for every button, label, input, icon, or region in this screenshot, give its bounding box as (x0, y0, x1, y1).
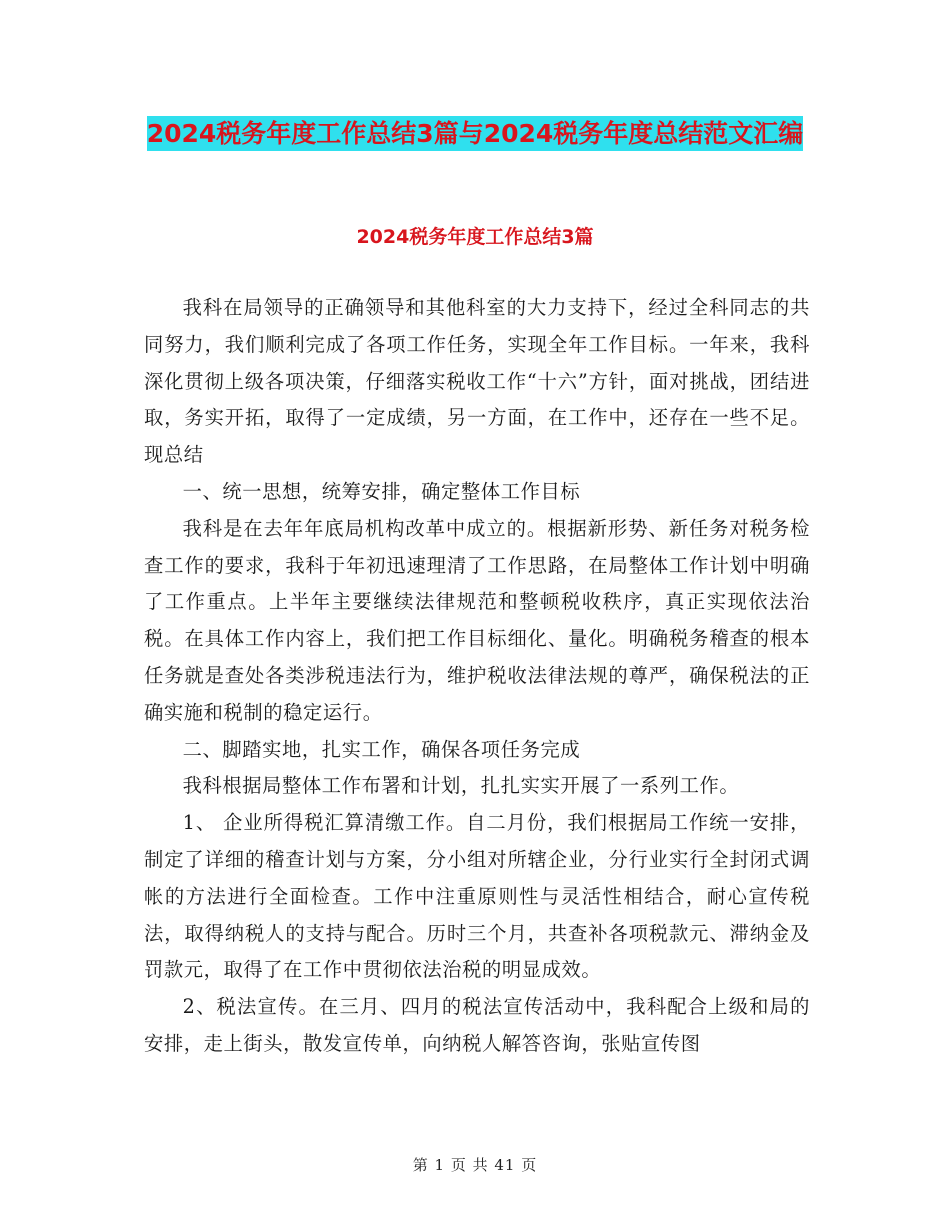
section-heading-1: 一、统一思想，统筹安排，确定整体工作目标 (182, 479, 581, 503)
body-text (144, 290, 810, 1063)
paragraph: 我科根据局整体工作布署和计划，扎扎实实开展了一系列工作。 (182, 774, 740, 798)
section-heading-2: 二、脚踏实地，扎实工作，确保各项任务完成 (182, 737, 581, 761)
title-highlight: 2024税务年度工作总结3篇与2024税务年度总结范文汇编 (147, 116, 804, 151)
list-item: 2、税法宣传。在三月、四月的税法宣传活动中，我科配合上级和局的安排，走上街头，散发宣传单，向纳税人解答咨询，张贴宣传图 (144, 995, 810, 1055)
paragraph: 我科在局领导的正确领导和其他科室的大力支持下，经过全科同志的共同努力，我们顺利完成了各项工作任务，实现全年工作目标。一年来，我科深化贯彻上级各项决策，仔细落实税收工作“十六”方针，面对挑战，团结进取，务实开拓，取得了一定成绩，另一方面，在工作中，还存在一些不足。现总结 (144, 296, 810, 467)
list-item: 1、 企业所得税汇算清缴工作。自二月份，我们根据局工作统一安排，制定了详细的稽查计划与方案，分小组对所辖企业，分行业实行全封闭式调帐的方法进行全面检查。工作中注重原则性与灵活性相结合，耐心宣传税法，取得纳税人的支持与配合。历时三个月，共查补各项税款元、滞纳金及罚款元，取得了在工作中贯彻依法治税的明显成效。 (144, 811, 810, 982)
section-heading: 2024税务年度工作总结3篇 (356, 226, 594, 248)
paragraph: 我科是在去年年底局机构改革中成立的。根据新形势、新任务对税务检查工作的要求，我科于年初迅速理清了工作思路，在局整体工作计划中明确了工作重点。上半年主要继续法律规范和整顿税收秩序，真正实现依法治税。在具体工作内容上，我们把工作目标细化、量化。明确税务稽查的根本任务就是查处各类涉税违法行为，维护税收法律法规的尊严，确保税法的正确实施和税制的稳定运行。 (144, 516, 810, 724)
page-number: 第 1 页 共 41 页 (412, 1156, 538, 1174)
page-footer (0, 1154, 950, 1175)
document-title (140, 112, 810, 156)
